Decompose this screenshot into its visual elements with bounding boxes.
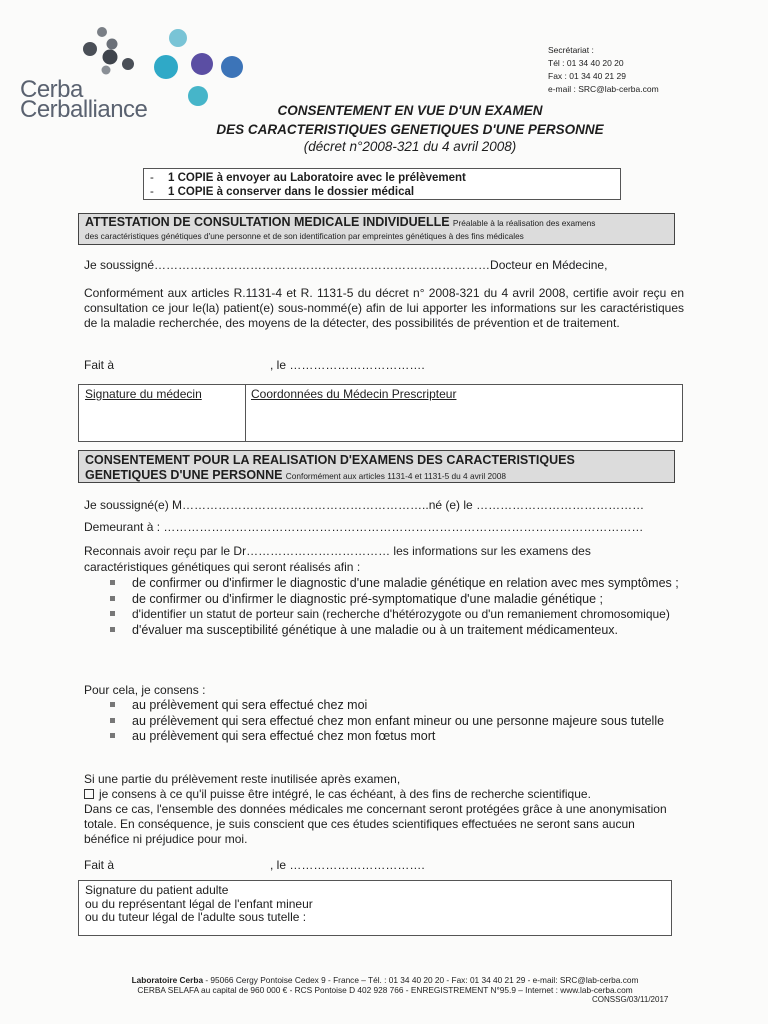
copy-row-2 <box>150 185 620 199</box>
patient-signature-line-3: ou du tuteur légal de l'adulte sous tutelle : <box>85 910 307 924</box>
patient-signature-box[interactable] <box>78 880 672 936</box>
date-line-2[interactable]: , le ……………………………. <box>270 858 425 872</box>
footer-address <box>90 975 680 985</box>
purposes-list <box>84 576 684 638</box>
dash: - <box>150 186 154 198</box>
section-1-paragraph: Conformément aux articles R.1131-4 et R. 1131-5 du décret n° 2008-321 du 4 avril 2008, certifie avoir reçu en consultation ce jour le(la) patient(e) sous-nommé(e) afin de lui apporter les informations sur les caractéristiques de la maladie recherchée, des moyens de la détecter, des possibilités de prévention et de traitement. <box>84 286 684 330</box>
copy-row-1 <box>150 171 620 185</box>
logo-line-1: Cerba <box>20 76 83 103</box>
secretariat-tel: Tél : 01 34 40 20 20 <box>548 58 624 68</box>
footer-line-1: - 95066 Cergy Pontoise Cedex 9 - France – Tél. : 01 34 40 20 20 - Fax: 01 34 40 21 29 - e-mail: SRC@lab-cerba.com <box>203 975 639 985</box>
section-2-heading-1: CONSENTEMENT POUR LA REALISATION D'EXAMENS DES CARACTERISTIQUES <box>85 453 575 467</box>
logo-line-2: Cerballiance <box>20 96 148 123</box>
consent-item[interactable]: au prélèvement qui sera effectué chez moi <box>84 698 684 713</box>
secretariat-contact <box>548 44 659 96</box>
footer-legal: CERBA SELAFA au capital de 960 000 € - RCS Pontoise D 402 928 766 - ENREGISTREMENT N°95.9 – Internet : www.lab-cerba.com <box>137 985 633 995</box>
section-2-heading-2: GENETIQUES D'UNE PERSONNE <box>85 468 283 482</box>
document-reference: CONSSG/03/11/2017 <box>592 995 669 1004</box>
consents-list <box>84 698 684 745</box>
purpose-item: d'identifier un statut de porteur sain (recherche d'hétérozygote ou d'un remaniement chromosomique) <box>84 607 684 622</box>
research-consent-text: je consens à ce qu'il puisse être intégré, le cas échéant, à des fins de recherche scientifique. <box>99 787 591 801</box>
consent-item[interactable]: au prélèvement qui sera effectué chez mon enfant mineur ou une personne majeure sous tutelle <box>84 714 684 729</box>
fait-a-label-2: Fait à <box>84 858 115 872</box>
doctor-signature-label: Signature du médecin <box>85 387 202 401</box>
document-title-line-1: CONSENTEMENT EN VUE D'UN EXAMEN <box>277 103 543 118</box>
doctor-signature-box[interactable] <box>78 384 683 442</box>
document-decree: (décret n°2008-321 du 4 avril 2008) <box>303 139 517 154</box>
date-line-1[interactable]: , le ……………………………. <box>270 358 425 372</box>
secretariat-email: e-mail : SRC@lab-cerba.com <box>548 84 659 94</box>
section-1-sub-2: des caractéristiques génétiques d'une personne et de son identification par empreintes génétiques à des fins médicales <box>85 231 524 241</box>
doctor-name-line[interactable]: Je soussigné…………………………………………………………………………Docteur en Médecine, <box>84 258 608 272</box>
dash: - <box>150 172 154 184</box>
prescriber-coordinates-label: Coordonnées du Médecin Prescripteur <box>251 387 457 401</box>
section-1-header <box>78 213 675 245</box>
secretariat-label: Secrétariat : <box>548 45 594 55</box>
purpose-item: d'évaluer ma susceptibilité génétique à une maladie ou à un traitement médicamenteux. <box>84 623 684 638</box>
pour-cela-text: Pour cela, je consens : <box>84 683 206 697</box>
section-2-sub: Conformément aux articles 1131-4 et 1131-5 du 4 avril 2008 <box>285 471 506 481</box>
section-2-header <box>78 450 675 483</box>
section-1-heading: ATTESTATION DE CONSULTATION MEDICALE INDIVIDUELLE <box>85 215 450 229</box>
consent-item[interactable]: au prélèvement qui sera effectué chez mon fœtus mort <box>84 729 684 744</box>
reconnais-text: Reconnais avoir reçu par le Dr……………………………… les informations sur les examens des caractéristiques génétiques qui seront réalisés afin : <box>84 544 591 574</box>
si-partie-text: Si une partie du prélèvement reste inutilisée après examen, <box>84 772 401 786</box>
secretariat-fax: Fax : 01 34 40 21 29 <box>548 71 626 81</box>
purpose-item: de confirmer ou d'infirmer le diagnostic d'une maladie génétique en relation avec mes symptômes ; <box>84 576 684 591</box>
address-line[interactable]: Demeurant à : ………………………………………………………………………………………………………… <box>84 520 644 534</box>
patient-signature-line-2: ou du représentant légal de l'enfant mineur <box>85 896 313 911</box>
patient-signature-line-1: Signature du patient adulte <box>85 883 229 897</box>
fait-a-label-1: Fait à <box>84 358 115 372</box>
purpose-item: de confirmer ou d'infirmer le diagnostic pré-symptomatique d'une maladie génétique ; <box>84 592 684 607</box>
section-1-sub-1: Préalable à la réalisation des examens <box>452 218 596 228</box>
cerba-logo-text <box>20 78 147 122</box>
copies-box <box>143 168 621 200</box>
patient-name-line[interactable]: Je soussigné(e) M……………………………………………………..né (e) le …………………………………… <box>84 498 645 512</box>
footer-lab-name: Laboratoire Cerba <box>131 975 204 985</box>
copy-2-text: 1 COPIE à conserver dans le dossier médical <box>168 186 415 198</box>
research-consent-checkbox[interactable] <box>84 789 94 799</box>
copy-1-text: 1 COPIE à envoyer au Laboratoire avec le prélèvement <box>168 172 466 184</box>
document-title-line-2: DES CARACTERISTIQUES GENETIQUES D'UNE PERSONNE <box>216 122 604 137</box>
research-consent-row[interactable] <box>84 787 684 802</box>
research-explanation: Dans ce cas, l'ensemble des données médicales me concernant seront protégées grâce à une anonymisation totale. En conséquence, je suis conscient que ces études scientifiques effectuées ne seront sans aucun bénéfice ni préjudice pour moi. <box>84 802 667 846</box>
